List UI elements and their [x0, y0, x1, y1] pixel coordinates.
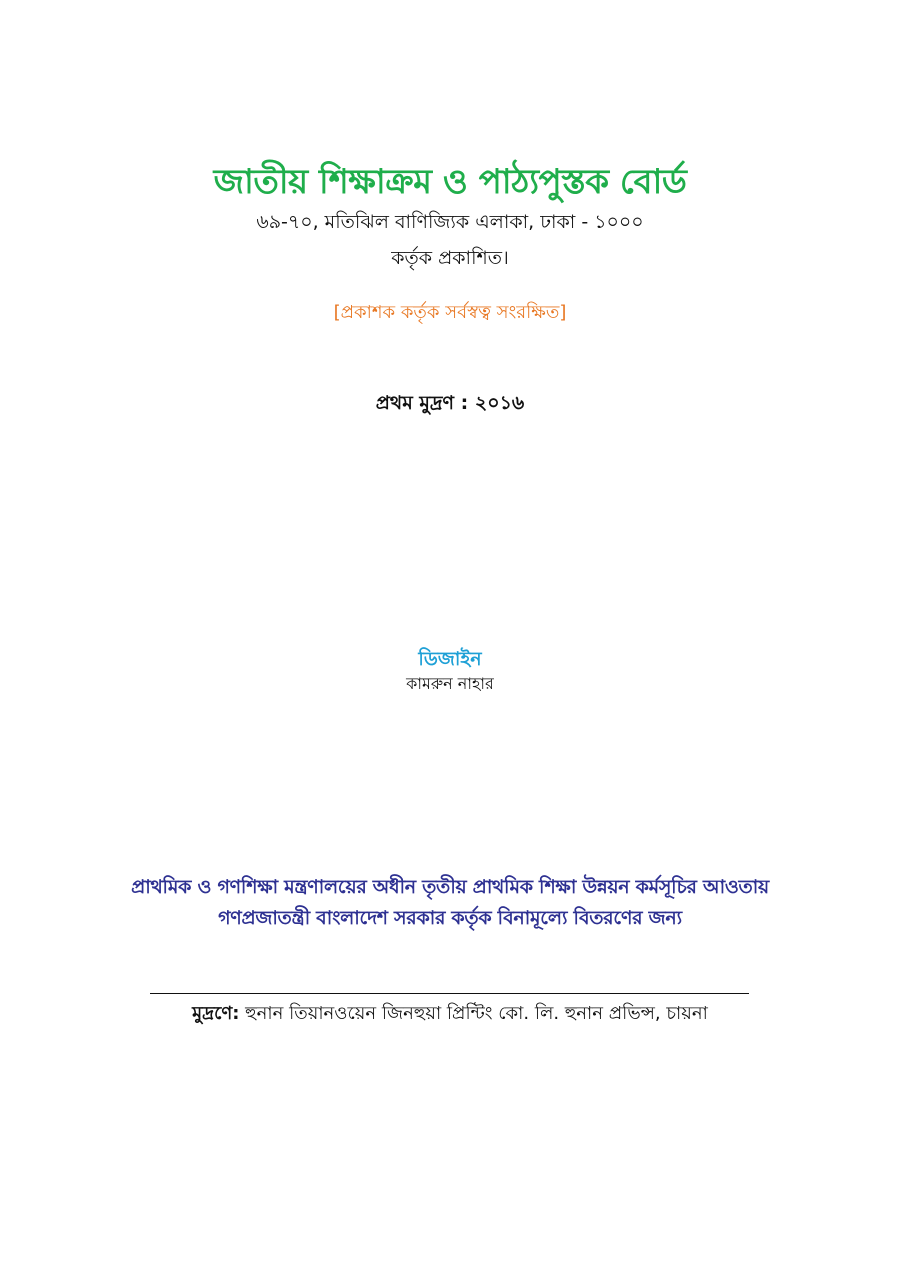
- designer-name: কামরুন নাহার: [406, 674, 494, 693]
- published-by-text: কর্তৃক প্রকাশিত।: [391, 247, 509, 269]
- printer-details: হুনান তিয়ানওয়েন জিনহুয়া প্রিন্টিং কো. লি. হুনান প্রভিন্স, চায়না: [239, 1003, 708, 1024]
- publisher-title: জাতীয় শিক্ষাক্রম ও পাঠ্যপুস্তক বোর্ড: [213, 162, 687, 202]
- copyright-notice: [প্রকাশক কর্তৃক সর্বস্বত্ব সংরক্ষিত]: [333, 302, 567, 323]
- first-print-edition: প্রথম মুদ্রণ : ২০১৬: [375, 392, 525, 414]
- distribution-note-line-2: গণপ্রজাতন্ত্রী বাংলাদেশ সরকার কর্তৃক বিনামূল্যে বিতরণের জন্য: [218, 907, 682, 929]
- publisher-address: ৬৯-৭০, মতিঝিল বাণিজ্যিক এলাকা, ঢাকা - ১০০০: [256, 211, 644, 233]
- printer-credit: [0, 999, 900, 1030]
- design-heading: ডিজাইন: [418, 648, 482, 670]
- printer-label: মুদ্রণে:: [192, 1003, 240, 1024]
- distribution-note-line-1: প্রাথমিক ও গণশিক্ষা মন্ত্রণালয়ের অধীন তৃতীয় প্রাথমিক শিক্ষা উন্নয়ন কর্মসূচির আওতায়: [131, 876, 769, 898]
- printer-divider: [150, 993, 749, 994]
